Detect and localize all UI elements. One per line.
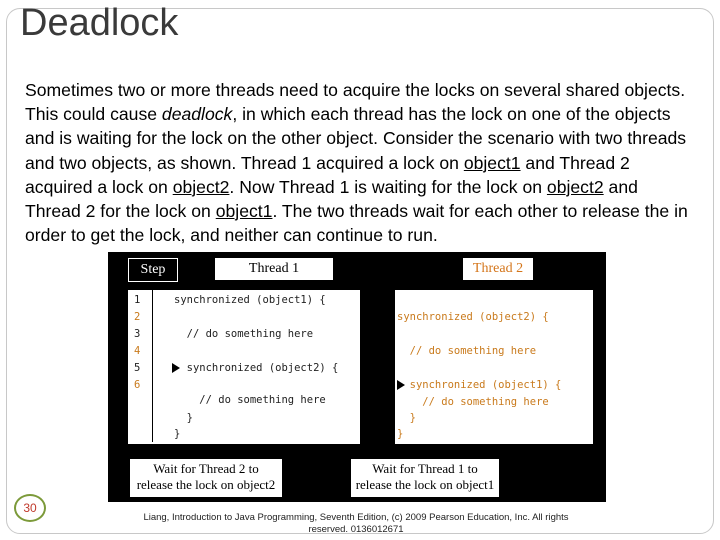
body-part-2: , in which each thread has the lock on one of the objects and is waiting for the lock on the other object. Consider the scenario with two threads and two objects, as shown. Thread 1 acquired a lock on [25, 104, 687, 173]
step-number: 6 [134, 379, 141, 391]
wait-text: release the lock on object2 [136, 477, 276, 492]
page-number: 30 [14, 494, 46, 522]
thread2-label: Thread 2 [463, 258, 533, 280]
object2-link: object2 [172, 176, 230, 197]
thread1-code-line: // do something here [174, 394, 326, 406]
wait-text: Wait for Thread 1 to [372, 461, 478, 476]
thread2-code-line: } [397, 428, 404, 440]
wait-box-thread1 [130, 459, 282, 497]
step-label: Step [128, 258, 178, 282]
slide-body-text [25, 78, 693, 247]
step-number: 2 [134, 311, 141, 323]
object2-link-2: object2 [546, 176, 604, 197]
thread1-label: Thread 1 [215, 258, 333, 280]
thread1-code-panel [128, 290, 360, 444]
deadlock-diagram [108, 252, 606, 502]
wait-text: release the lock on object1 [355, 477, 495, 492]
step-divider [152, 290, 153, 442]
thread1-code-line: } [174, 412, 193, 424]
object1-link: object1 [463, 152, 521, 173]
wait-box-thread2 [351, 459, 499, 497]
body-part-5: and Thread 2 for the lock on [25, 176, 638, 222]
step-number: 5 [134, 362, 141, 374]
thread1-code-line: synchronized (object2) { [174, 362, 339, 374]
slide-title: Deadlock [20, 2, 179, 44]
thread1-code-line: synchronized (object1) { [174, 294, 326, 306]
step-number: 1 [134, 294, 141, 306]
object1-link-2: object1 [215, 201, 273, 222]
body-part-6: . The two threads wait for each other to release the in order to get the lock, and neither can continue to run. [25, 201, 688, 246]
step-number: 4 [134, 345, 141, 357]
deadlock-term: deadlock [161, 104, 233, 125]
thread2-code-line: synchronized (object1) { [397, 379, 562, 391]
thread1-code-line: // do something here [174, 328, 314, 340]
body-part-1: Sometimes two or more threads need to acquire the locks on several shared objects. This could cause [25, 80, 686, 125]
wait-text: Wait for Thread 2 to [153, 461, 259, 476]
thread2-code-line: } [397, 412, 416, 424]
body-part-4: . Now Thread 1 is waiting for the lock on [229, 176, 547, 197]
thread2-code-line: // do something here [397, 396, 549, 408]
thread1-code-line: } [174, 428, 181, 440]
thread2-code-line: // do something here [397, 345, 537, 357]
step-number: 3 [134, 328, 141, 340]
thread2-code-panel [395, 290, 593, 444]
body-part-3: and Thread 2 acquired a lock on [25, 152, 630, 197]
footer-copyright: Liang, Introduction to Java Programming, Seventh Edition, (c) 2009 Pearson Education, Inc. All rights reserved. 0136012671 [143, 512, 569, 535]
thread2-code-line: synchronized (object2) { [397, 311, 549, 323]
